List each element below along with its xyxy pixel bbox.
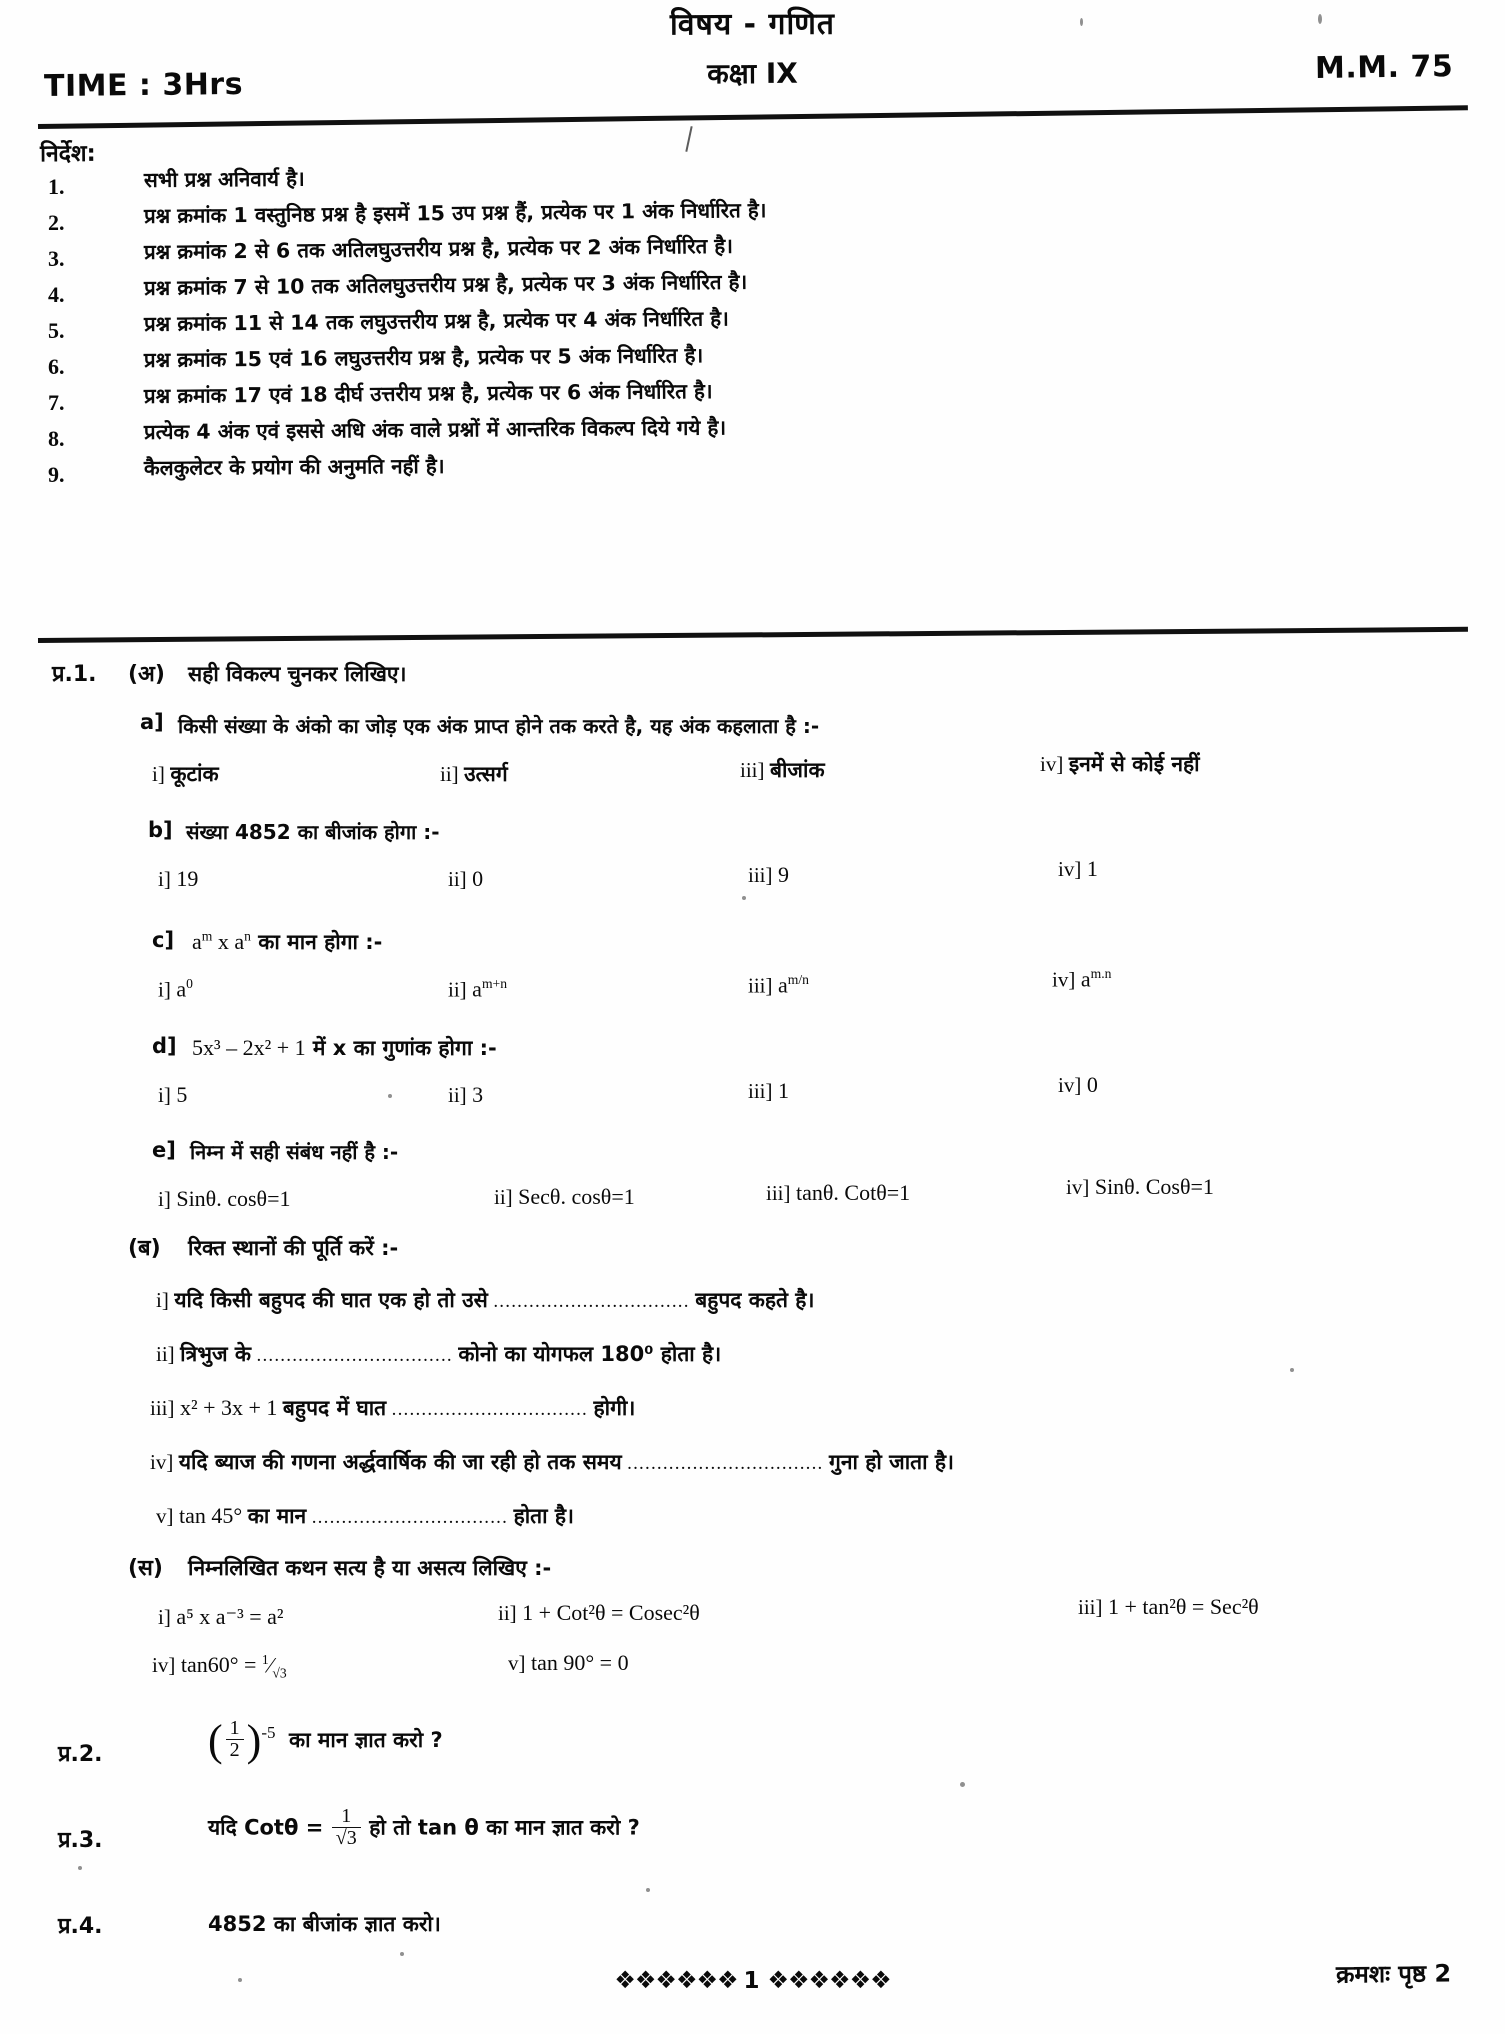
scan-speck	[1318, 14, 1322, 24]
q1a-option-4[interactable]	[1040, 750, 1200, 778]
q1c-stem	[192, 928, 382, 956]
blank-pre-text: का मान	[247, 1504, 307, 1528]
blank-post-text: बहुपद कहते है।	[695, 1288, 815, 1312]
option-text: 9	[778, 862, 789, 887]
q1c-exp2: n	[244, 928, 251, 944]
statement-marker: v]	[508, 1651, 526, 1675]
q1d-option-2[interactable]	[448, 1082, 483, 1108]
option-text: 3	[472, 1082, 484, 1107]
blank-post-text: होता है।	[513, 1504, 574, 1528]
q2-label: प्र.2.	[58, 1742, 103, 1767]
scan-speck	[400, 1952, 404, 1956]
instruction-text: प्रश्न क्रमांक 2 से 6 तक अतिलघुउत्तरीय प्रश्न है, प्रत्येक पर 2 अंक निर्धारित है।	[143, 233, 734, 264]
q1c-option-3[interactable]	[748, 972, 809, 998]
scan-speck	[238, 1978, 242, 1982]
option-text: tanθ. Cotθ=1	[796, 1180, 911, 1205]
option-text: 1	[1086, 856, 1098, 881]
instruction-item	[40, 306, 1440, 346]
q1-label: प्र.1.	[52, 662, 97, 687]
blank-marker: v]	[156, 1504, 174, 1528]
option-text: Secθ. cosθ=1	[518, 1184, 635, 1209]
option-exponent: m.n	[1090, 966, 1112, 981]
option-exponent: m+n	[481, 976, 508, 991]
q4-text: 4852 का बीजांक ज्ञात करो।	[208, 1912, 441, 1936]
blank-dots[interactable]: .................................	[391, 1399, 589, 1420]
q1e-tag: e]	[152, 1138, 176, 1162]
scan-speck	[742, 896, 746, 900]
ornament-left-icon: ❖❖❖❖❖❖	[614, 1966, 738, 1994]
blank-pre-text: त्रिभुज के	[180, 1342, 251, 1366]
q1b-option-4[interactable]	[1058, 856, 1098, 882]
q1b-blank-3	[150, 1394, 635, 1422]
statement-marker: ii]	[498, 1601, 517, 1625]
instructions-list	[40, 166, 1440, 490]
q1e-option-4[interactable]	[1066, 1174, 1214, 1200]
statement-text: tan 90° = 0	[531, 1650, 629, 1675]
q1b-option-3[interactable]	[748, 862, 789, 888]
fraction-one-over-root-three	[332, 1806, 361, 1849]
q2-body	[208, 1716, 443, 1767]
statement-text: a⁵ x a⁻³ = a²	[176, 1604, 284, 1629]
blank-post-text: गुना हो जाता है।	[829, 1450, 954, 1474]
q1e-stem: निम्न में सही संबंध नहीं है :-	[190, 1140, 399, 1164]
option-marker: iv]	[1040, 752, 1064, 776]
q1a-option-3[interactable]	[740, 756, 825, 784]
option-text: कूटांक	[170, 762, 219, 786]
instruction-text: प्रश्न क्रमांक 7 से 10 तक अतिलघुउत्तरीय प्रश्न है, प्रत्येक पर 3 अंक निर्धारित है।	[143, 269, 748, 300]
fraction-denominator: √3	[332, 1827, 361, 1849]
blank-pre-text: बहुपद में घात	[282, 1396, 387, 1420]
q1c-statement-5[interactable]	[508, 1650, 629, 1676]
option-marker: iv]	[1052, 967, 1076, 992]
option-marker: i]	[158, 977, 171, 1002]
q2-text: का मान ज्ञात करो ?	[288, 1727, 443, 1752]
instruction-number: 1.	[48, 174, 65, 199]
scan-speck	[1290, 1368, 1294, 1372]
instruction-number: 7.	[48, 390, 65, 415]
q1b-blank-4	[150, 1448, 954, 1476]
blank-dots[interactable]: .................................	[493, 1291, 690, 1312]
option-text: उत्सर्ग	[464, 762, 508, 786]
option-marker: iii]	[766, 1181, 791, 1205]
option-text: 19	[176, 866, 199, 891]
fraction-denominator: 2	[226, 1739, 244, 1761]
instruction-number: 6.	[48, 354, 65, 379]
instructions-divider	[38, 627, 1468, 643]
q1b-stem: संख्या 4852 का बीजांक होगा :-	[186, 820, 440, 844]
scan-speck	[1080, 18, 1083, 26]
instruction-number: 9.	[48, 462, 65, 487]
scan-speck	[388, 1094, 392, 1098]
blank-post-text: होगी।	[593, 1396, 636, 1420]
q1c-base1: a	[192, 929, 202, 954]
option-text: 1	[778, 1078, 789, 1103]
q1-part-b-marker: (ब)	[128, 1236, 161, 1261]
class-label: कक्षा IX	[707, 56, 798, 91]
q1d-tag: d]	[152, 1034, 177, 1058]
q3-pre-text: यदि Cotθ =	[208, 1815, 324, 1840]
option-marker: ii]	[494, 1185, 513, 1209]
blank-dots[interactable]: .................................	[256, 1345, 453, 1366]
q1-part-c-marker: (स)	[128, 1556, 163, 1581]
option-marker: i]	[158, 1187, 171, 1211]
q1a-stem: किसी संख्या के अंको का जोड़ एक अंक प्राप्त होने तक करते है, यह अंक कहलाता है :-	[178, 714, 820, 738]
blank-marker: ii]	[156, 1342, 175, 1366]
instruction-text: सभी प्रश्न अनिवार्य है।	[143, 166, 305, 192]
q1e-option-2[interactable]	[494, 1184, 635, 1210]
statement-text: 1 + tan²θ = Sec²θ	[1108, 1594, 1259, 1619]
instruction-item	[40, 343, 1440, 382]
q1c-exp1: m	[201, 928, 213, 944]
option-base: a	[1080, 966, 1091, 992]
instructions-heading: निर्देश:	[39, 140, 96, 168]
q1c-tag: c]	[152, 928, 175, 952]
q1b-blank-5	[156, 1502, 574, 1530]
option-exponent: 0	[186, 976, 193, 991]
q1a-option-1[interactable]	[152, 760, 219, 788]
q1b-tag: b]	[148, 818, 173, 842]
q4-label: प्र.4.	[58, 1914, 103, 1939]
q3-post-text: हो तो tan θ का मान ज्ञात करो ?	[369, 1815, 640, 1840]
q1e-option-3[interactable]	[766, 1180, 910, 1206]
footer-page-marker	[0, 1966, 1505, 1994]
instruction-text: कैलकुलेटर के प्रयोग की अनुमति नहीं है।	[143, 453, 445, 480]
q1c-option-2[interactable]	[448, 976, 507, 1002]
q1a-tag: a]	[140, 710, 164, 734]
fraction-numerator: 1	[261, 1652, 269, 1668]
option-text: Sinθ. Cosθ=1	[1094, 1174, 1214, 1199]
q1d-expression: 5x³ – 2x² + 1	[192, 1035, 306, 1060]
q1c-statement-2[interactable]	[498, 1600, 700, 1626]
option-text: इनमें से कोई नहीं	[1068, 752, 1200, 776]
option-marker: i]	[152, 762, 165, 786]
option-base: a	[472, 976, 482, 1002]
option-marker: iii]	[740, 758, 765, 782]
q3-body	[208, 1805, 640, 1851]
option-text: बीजांक	[770, 758, 825, 782]
q1c-statement-4[interactable]	[152, 1652, 287, 1682]
q1b-option-1[interactable]	[158, 866, 198, 892]
blank-marker: iv]	[150, 1450, 174, 1474]
q2-exponent: -5	[261, 1723, 276, 1743]
blank-pre-text: यदि ब्याज की गणना अर्द्धवार्षिक की जा रही हो तक समय	[178, 1450, 622, 1474]
fraction-numerator: 1	[341, 1805, 352, 1827]
fraction-one-over-root-three: $^1⁄_{√3}$	[261, 1652, 287, 1681]
statement-marker: iii]	[1078, 1595, 1103, 1619]
scan-speck	[78, 1866, 82, 1870]
q1d-option-3[interactable]	[748, 1078, 789, 1104]
option-marker: iv]	[1058, 857, 1082, 881]
option-marker: ii]	[448, 977, 467, 1002]
q1-part-a-marker: (अ)	[128, 662, 165, 687]
blank-dots[interactable]: .................................	[627, 1453, 824, 1474]
blank-dots[interactable]: .................................	[311, 1507, 509, 1528]
instruction-item	[40, 454, 1440, 490]
q3-label: प्र.3.	[58, 1828, 103, 1853]
q1d-option-1[interactable]	[158, 1082, 187, 1108]
instruction-text: प्रश्न क्रमांक 11 से 14 तक लघुउत्तरीय प्रश्न है, प्रत्येक पर 4 अंक निर्धारित है।	[143, 306, 729, 336]
option-marker: iii]	[748, 863, 773, 887]
header-divider	[38, 105, 1468, 129]
q1c-statement-3[interactable]	[1078, 1594, 1259, 1620]
instruction-number: 8.	[48, 426, 65, 451]
q1c-operator: x a	[212, 929, 245, 954]
option-exponent: m/n	[787, 972, 809, 987]
page-title-subject: विषय - गणित	[669, 6, 836, 43]
option-marker: ii]	[440, 762, 459, 786]
instruction-number: 3.	[48, 246, 65, 271]
instruction-item	[40, 379, 1440, 418]
q1c-stem-tail: का मान होगा :-	[250, 930, 383, 954]
instruction-text: प्रश्न क्रमांक 1 वस्तुनिष्ठ प्रश्न है इसमें 15 उप प्रश्न हैं, प्रत्येक पर 1 अंक निर्धारित है।	[143, 198, 767, 228]
instruction-text: प्रत्येक 4 अंक एवं इससे अधि अंक वाले प्रश्नों में आन्तरिक विकल्प दिये गये है।	[143, 415, 727, 444]
fraction-one-half	[226, 1718, 244, 1761]
instruction-text: प्रश्न क्रमांक 15 एवं 16 लघुउत्तरीय प्रश्न है, प्रत्येक पर 5 अंक निर्धारित है।	[143, 343, 704, 372]
q1c-option-4[interactable]	[1052, 966, 1111, 992]
open-paren: (	[208, 1716, 223, 1765]
option-base: a	[176, 976, 187, 1002]
blank-expression: tan 45°	[179, 1503, 243, 1528]
option-marker: ii]	[448, 1083, 467, 1107]
blank-marker: i]	[156, 1288, 169, 1312]
q1-part-c-title: निम्नलिखित कथन सत्य है या असत्य लिखिए :-	[188, 1556, 552, 1580]
q1-part-a-title: सही विकल्प चुनकर लिखिए।	[188, 662, 407, 686]
option-text: 5	[176, 1082, 188, 1107]
q1b-blank-2	[156, 1340, 721, 1368]
q1e-option-1[interactable]	[158, 1186, 291, 1212]
instruction-item	[40, 415, 1440, 454]
q1d-option-4[interactable]	[1058, 1072, 1098, 1098]
fraction-denominator: √3	[272, 1665, 287, 1681]
q1-part-b-title: रिक्त स्थानों की पूर्ति करें :-	[188, 1236, 399, 1260]
statement-marker: i]	[158, 1605, 171, 1629]
q1c-option-1[interactable]	[158, 976, 193, 1002]
q1d-stem	[192, 1034, 497, 1062]
q1b-blank-1	[156, 1286, 814, 1314]
q1a-option-2[interactable]	[440, 760, 508, 788]
option-marker: iv]	[1066, 1175, 1090, 1199]
instruction-number: 4.	[48, 282, 65, 307]
q1b-option-2[interactable]	[448, 866, 483, 892]
option-text: Sinθ. cosθ=1	[176, 1186, 291, 1211]
instruction-text: प्रश्न क्रमांक 17 एवं 18 दीर्घ उत्तरीय प्रश्न है, प्रत्येक पर 6 अंक निर्धारित है।	[143, 379, 713, 408]
option-text: 0	[1086, 1072, 1098, 1097]
instruction-item	[40, 198, 1440, 238]
q1c-statement-1[interactable]	[158, 1604, 284, 1630]
option-marker: iv]	[1058, 1073, 1082, 1097]
scan-speck	[646, 1888, 650, 1892]
blank-post-text: कोनो का योगफल 180⁰ होता है।	[458, 1342, 722, 1366]
fraction-numerator: 1	[229, 1717, 240, 1739]
max-marks-label: M.M. 75	[1314, 49, 1454, 86]
scan-artifact-mark	[685, 126, 692, 152]
q1d-stem-tail: में x का गुणांक होगा :-	[305, 1036, 497, 1060]
option-marker: ii]	[448, 867, 467, 891]
ornament-right-icon: ❖❖❖❖❖❖	[767, 1966, 891, 1994]
instruction-number: 2.	[48, 210, 65, 235]
blank-pre-text: यदि किसी बहुपद की घात एक हो तो उसे	[174, 1288, 488, 1312]
option-marker: i]	[158, 1083, 171, 1107]
close-paren: )	[246, 1716, 262, 1765]
option-marker: iii]	[748, 973, 773, 998]
page-number: 1	[743, 1968, 762, 1994]
option-text: 0	[472, 866, 484, 891]
instruction-item	[40, 269, 1440, 310]
blank-marker: iii]	[150, 1396, 175, 1420]
blank-expression: x² + 3x + 1	[180, 1395, 278, 1420]
scan-speck	[960, 1782, 965, 1787]
statement-marker: iv]	[152, 1653, 176, 1677]
statement-text: 1 + Cot²θ = Cosec²θ	[522, 1600, 700, 1625]
statement-text: tan60° =	[180, 1652, 257, 1677]
instruction-number: 5.	[48, 318, 65, 343]
time-allowed-label: TIME : 3Hrs	[43, 66, 244, 105]
option-marker: i]	[158, 867, 171, 891]
option-marker: iii]	[748, 1079, 773, 1103]
continued-next-page-label: क्रमशः पृष्ठ 2	[1335, 1959, 1452, 1989]
option-base: a	[778, 972, 788, 998]
